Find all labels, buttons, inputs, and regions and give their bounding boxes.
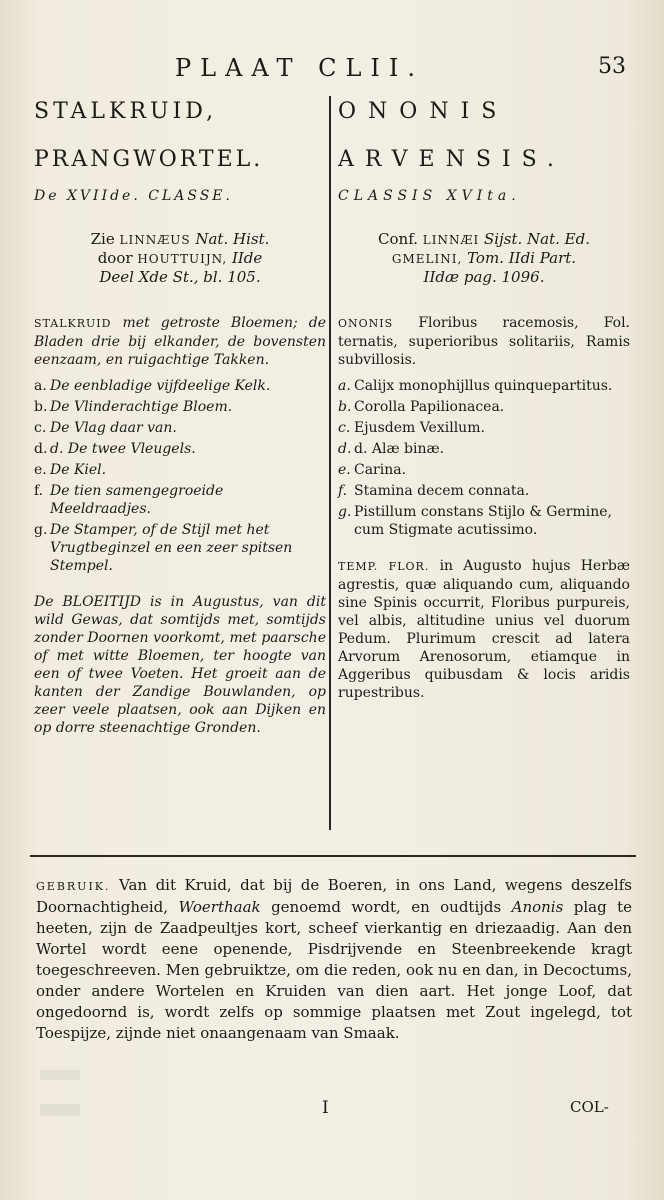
- part-item: c. De Vlag daar van.: [34, 420, 177, 436]
- signature-mark: I: [322, 1098, 329, 1118]
- part-item: d. d. De twee Vleugels.: [34, 441, 196, 457]
- dutch-parts-list: [34, 377, 326, 575]
- latin-class: CLASSIS XVIta.: [338, 188, 521, 204]
- catchword: COL-: [570, 1098, 609, 1116]
- dutch-column: [34, 98, 326, 737]
- dutch-reference: Zie LINNÆUS Nat. Hist. door HOUTTUIJN, IIde Deel Xde St., bl. 105.: [90, 230, 270, 286]
- latin-reference: Conf. LINNÆI Sijst. Nat. Ed. GMELINI, Tom. IIdi Part. IIdæ pag. 1096.: [378, 230, 590, 286]
- part-item: f. Stamina decem connata.: [338, 483, 530, 499]
- dutch-description: STALKRUID met getroste Bloemen; de Bladen drie bij elkander, de bovensten eenzaam, en ruigachtige Takken.: [34, 315, 326, 368]
- usage-paragraph: GEBRUIK. Van dit Kruid, dat bij de Boeren, in ons Land, wegens deszelfs Doornachtigheid, Woerthaak genoemd wordt, en oudtijds Anonis plag te heeten, zijn de Zaadpeultjes kort, scheef vierkantig en driezaadig. Aan den Wortel wordt eene openende, Pisdrijvende en Steenbreekende kragt toegeschreeven. Men gebruiktze, om die reden, ook nu en dan, in Decoctums, onder andere Wortelen en Kruiden van dien aart. Het jonge Loof, dat ongedoornd is, wordt zelfs op sommige plaatsen met Zout ingelegd, tot Toespijze, zijnde niet onaangenaam van Smaak.: [36, 876, 632, 1042]
- part-item: a. Calijx monophijllus quinquepartitus.: [338, 378, 613, 394]
- part-item: g. Pistillum constans Stijlo & Germine, cum Stigmate acutissimo.: [338, 504, 612, 538]
- horizontal-rule: [30, 855, 636, 857]
- dutch-flowering-text: De BLOEITIJD is in Augustus, van dit wild Gewas, dat somtijds met, somtijds zonder Doornen voorkomt, met paarsche of met witte Bloemen, ter hoogte van een of twee Voeten. Het groeit aan de kanten der Zandige Bouwlanden, op zeer veele plaatsen, ook aan Dijken en op dorre steenachtige Gronden.: [34, 594, 326, 736]
- latin-description: ONONIS Floribus racemosis, Fol. ternatis, superioribus solitariis, Ramis subvillosis.: [338, 315, 631, 368]
- part-item: e. De Kiel.: [34, 462, 107, 478]
- part-item: b. Corolla Papilionacea.: [338, 399, 505, 415]
- part-item: a. De eenbladige vijfdeelige Kelk.: [34, 378, 271, 394]
- part-item: b. De Vlinderachtige Bloem.: [34, 399, 233, 415]
- latin-name-1: ONONIS: [338, 99, 509, 124]
- dutch-class: De XVIIde. CLASSE.: [34, 188, 233, 204]
- part-item: d. d. Alæ binæ.: [338, 441, 445, 457]
- latin-flowering-text: TEMP. FLOR. in Augusto hujus Herbæ agrestis, quæ aliquando cum, aliquando sine Spinis occurrit, Floribus purpureis, vel albis, altitudine unius vel duorum Pedum. Plurimum crescit ad latera Arvorum Arenosorum, etiamque in Aggeribus quibusdam & locis aridis rupestribus.: [338, 558, 631, 701]
- bleed-through-mark: [40, 1070, 80, 1080]
- part-item: g. De Stamper, of de Stijl met het Vrugtbeginzel en een zeer spitsen Stempel.: [34, 522, 293, 574]
- part-item: f. De tien samengegroeide Meeldraadjes.: [34, 483, 224, 517]
- latin-column: [338, 98, 630, 702]
- column-divider: [329, 96, 331, 830]
- plate-title: PLAAT CLII.: [175, 54, 424, 82]
- latin-name-2: ARVENSIS.: [338, 147, 565, 172]
- part-item: c. Ejusdem Vexillum.: [338, 420, 485, 436]
- dutch-name-2: PRANGWORTEL.: [34, 147, 264, 172]
- part-item: e. Carina.: [338, 462, 407, 478]
- page-number: 53: [598, 54, 626, 79]
- bleed-through-mark: [40, 1104, 80, 1116]
- dutch-name-1: STALKRUID,: [34, 99, 218, 124]
- latin-parts-list: [338, 377, 630, 539]
